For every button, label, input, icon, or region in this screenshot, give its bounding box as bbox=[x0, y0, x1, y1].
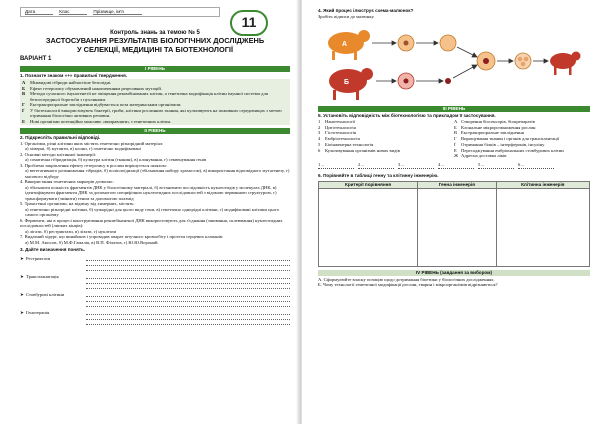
option-text: У біотехнології використовують бактерії, гриби, клітини рослинних тканин, які культивують на поживних середовищах з метою отримання біологічно активних речовин. bbox=[30, 107, 282, 119]
cloning-scheme-svg bbox=[318, 21, 590, 103]
definition-lines[interactable] bbox=[86, 256, 290, 271]
option-letter: Ґ bbox=[22, 107, 25, 113]
question-item bbox=[20, 152, 290, 163]
match-right-text: Створення біосенсорів, біопрепаратів bbox=[461, 118, 535, 124]
match-right-text: Клональне мікророзмноження рослин bbox=[461, 124, 536, 130]
date-field[interactable]: Дата bbox=[25, 9, 53, 16]
match-right-letter: Г bbox=[454, 136, 457, 142]
bullet-arrow-icon: ➤ bbox=[20, 310, 24, 316]
match-left-num: 4 bbox=[318, 136, 321, 142]
question-answers[interactable]: а) хімерні, б) мутанти, в) клони, г) генетично модифіковані bbox=[25, 146, 141, 152]
label-a: А bbox=[342, 41, 348, 49]
task-2-questions bbox=[20, 141, 290, 246]
task-1-title: 1. Позначте знаком «+» правильні твердження. bbox=[20, 73, 128, 79]
comparison-table bbox=[318, 181, 590, 267]
enucleated-cell bbox=[440, 35, 456, 51]
option-letter: В bbox=[22, 91, 26, 97]
task-4-title: 4. Який процес ілюструє схема-малюнок? bbox=[318, 8, 414, 13]
answer-slot[interactable]: 4 – bbox=[438, 162, 474, 169]
option-text: Методи сучасного імуногенетії не зміщення рекомбінованих клітин, а генетична модифікація клітин імунної системи для безпосередньої боротьби з пухлинами. bbox=[30, 91, 268, 102]
task-6-title: 6. Порівняйте в таблиці генну та клітинну інженерію. bbox=[318, 172, 439, 178]
left-page bbox=[0, 0, 298, 424]
question-answers[interactable]: а) соматична гібридизація, б) культура клітин (тканин), в) клонування, г) секвенування генів bbox=[25, 157, 207, 163]
option-text: Ефект гетерозису обумовлений накопиченням рецесивних мутацій. bbox=[30, 85, 162, 91]
bullet-arrow-icon: ➤ bbox=[20, 292, 24, 298]
title-line-2: ЗАСТОСУВАННЯ РЕЗУЛЬТАТІВ БІОЛОГІЧНИХ ДОСЛІДЖЕНЬ bbox=[45, 36, 265, 46]
task-2-title: 2. Підкресліть правильні відповіді. bbox=[20, 135, 101, 141]
option-text: Нові організми потенційно можливо «виправляти» з генетичних клітин. bbox=[30, 118, 172, 124]
task-3-terms bbox=[20, 256, 290, 325]
title-line-3: У СЕЛЕКЦІЇ, МЕДИЦИНІ ТА БІОТЕХНОЛОГІЇ bbox=[76, 45, 233, 55]
answer-slot[interactable]: 2 – bbox=[358, 162, 394, 169]
match-left-num: 1 bbox=[318, 118, 321, 124]
match-left-text: Нанотехнології bbox=[325, 118, 356, 124]
class-field[interactable]: Клас bbox=[59, 9, 87, 16]
label-b: Б bbox=[344, 79, 350, 87]
match-right-letter: Ж bbox=[454, 153, 459, 159]
question-text: 4. Використання генетичних маркерів дозволяє: bbox=[20, 179, 114, 185]
match-right-text: Вирощування тканин і органів для трансплантації bbox=[461, 136, 560, 142]
task-5-title: 5. Установіть відповідність між біотехнологією та прикладом її застосування. bbox=[318, 113, 496, 119]
match-left-text: Ембріотехнологія bbox=[325, 136, 360, 142]
name-field[interactable]: Прізвище, ім'я bbox=[93, 9, 141, 16]
match-right-letter: Б bbox=[454, 124, 457, 130]
option-item[interactable] bbox=[22, 108, 288, 119]
table-cell-cell[interactable] bbox=[496, 188, 589, 266]
match-right bbox=[454, 153, 590, 159]
term-row bbox=[20, 292, 290, 307]
right-page bbox=[302, 0, 600, 424]
match-left-text: Культивування організмів нових видів bbox=[325, 147, 400, 153]
embryo bbox=[515, 53, 531, 69]
task-5-answers bbox=[318, 162, 590, 169]
match-left bbox=[318, 153, 454, 159]
level-1-bar: І РІВЕНЬ bbox=[20, 66, 290, 72]
table-cell-criteria[interactable] bbox=[319, 188, 418, 266]
term-name: Рестриктази bbox=[26, 256, 51, 262]
match-right-letter: В bbox=[454, 130, 458, 136]
term-name: Стовбурові клітини bbox=[26, 292, 65, 298]
cloning-diagram bbox=[318, 21, 590, 103]
question-item bbox=[20, 163, 290, 180]
question-item bbox=[20, 179, 290, 201]
option-letter: Б bbox=[22, 85, 26, 91]
answer-line[interactable] bbox=[86, 284, 290, 289]
term-row bbox=[20, 310, 290, 325]
task-4-subtitle: Зробіть підписи до малюнку. bbox=[318, 13, 375, 19]
match-right-letter: Ґ bbox=[454, 141, 457, 147]
option-letter: Г bbox=[22, 102, 25, 108]
match-left-num: 2 bbox=[318, 124, 321, 130]
level-4-bar: IV РІВЕНЬ (завдання за вибором) bbox=[318, 270, 590, 276]
table-header-criteria: Критерії порівняння bbox=[319, 181, 418, 188]
question-item bbox=[20, 218, 290, 235]
question-answers[interactable]: а) генетично різнорідні клітини, б) чужорідні для цього виду гени, в) генетично однорідні клітини, г) модифіковані клітини цього самого організму bbox=[25, 206, 280, 218]
term-name: Генотерапія bbox=[26, 310, 50, 316]
question-text: 2. Основні методи клітинної інженерії: bbox=[20, 151, 97, 157]
question-text: 7. Видатний хірург, що винайшов і упровадив апарат штучного кровообігу і протези серцевих клапанів: bbox=[20, 234, 224, 240]
question-answers[interactable]: а) М.М. Амосов, б) М.Ф.Гамалія, в) В.П. Філатов, г) Ю.Ю.Вороний. bbox=[25, 239, 159, 245]
level-2-bar: ІІ РІВЕНЬ bbox=[20, 128, 290, 134]
bullet-arrow-icon: ➤ bbox=[20, 274, 24, 280]
match-right-text: Екстракорпоральне запліднення bbox=[461, 130, 524, 136]
match-row bbox=[318, 153, 590, 159]
definition-lines[interactable] bbox=[86, 292, 290, 307]
question-text: 1. Організми, різні клітини яких містять генетично різнорідний матеріал: bbox=[20, 140, 164, 146]
table-cell-gene[interactable] bbox=[418, 188, 496, 266]
match-right-letter: Е bbox=[454, 147, 457, 153]
match-right-text: Адресна доставка ліків bbox=[461, 153, 507, 159]
task-4b: Б. Чому технології генетичної модифікації рослин, тварин і мікроорганізмів відрізняються? bbox=[318, 282, 498, 288]
option-letter: А bbox=[22, 80, 26, 86]
match-left-num: 5 bbox=[318, 141, 321, 147]
match-left-num: 3 bbox=[318, 130, 321, 136]
match-left-text: Біоінженерна технологія bbox=[325, 141, 374, 147]
term-row bbox=[20, 256, 290, 271]
answer-slot[interactable]: 6 – bbox=[518, 162, 554, 169]
nucleus-b bbox=[445, 78, 451, 84]
option-text: Екстракорпоральне запліднення відбувається поза материнським організмом. bbox=[30, 102, 182, 108]
definition-lines[interactable] bbox=[86, 310, 290, 325]
question-answers[interactable]: а) вегетативного розмноження гібридів, б) поліплоїдизації (збільшення набору хромосом), в) використання відповідного мутагенезу, г) масового відбору bbox=[25, 168, 290, 179]
level-3-bar: ІІІ РІВЕНЬ bbox=[318, 106, 590, 112]
question-text: 3. Проблема закріплення ефекту гетерозису в рослин вирішується шляхом: bbox=[20, 162, 167, 168]
question-answers[interactable]: а) лігази, б) рестриктази, в) лізази, г) нуклеази bbox=[25, 228, 117, 234]
task-5-matching bbox=[318, 119, 590, 159]
answer-slot[interactable]: 5 – bbox=[478, 162, 514, 169]
question-text: 6. Ферменти, які в процесі конструювання рекомбінантної ДНК використовують для з'єднання (зшивання, склеювання) нуклеотидних послідовностей (липких кінців): bbox=[20, 217, 283, 229]
question-item bbox=[20, 234, 290, 245]
option-letter: Е bbox=[22, 118, 26, 124]
question-text: 5. Трансгенні організми, на відміну від химерних, містять: bbox=[20, 201, 135, 207]
question-item bbox=[20, 141, 290, 152]
sheep-b-icon bbox=[329, 68, 373, 100]
answer-line[interactable] bbox=[86, 302, 290, 307]
page-number-badge bbox=[230, 10, 268, 36]
answer-line[interactable] bbox=[86, 266, 290, 271]
definition-lines[interactable] bbox=[86, 274, 290, 289]
table-header-cell: Клітинна інженерія bbox=[496, 181, 589, 188]
option-item[interactable] bbox=[22, 119, 288, 125]
task-3-title: 3. Дайте визначення понять. bbox=[20, 247, 86, 253]
term-row bbox=[20, 274, 290, 289]
question-item bbox=[20, 201, 290, 218]
table-header-gene: Генна інженерія bbox=[418, 181, 496, 188]
option-text: Міжвидові гібриди найчастіше безплідні. bbox=[30, 80, 112, 86]
student-info-box bbox=[20, 7, 220, 18]
option-item[interactable] bbox=[22, 91, 288, 102]
task-4a: А. Сформулюйте власну позицію щодо дотримання біоетики у біологічних дослідженнях. bbox=[318, 276, 495, 282]
match-right-text: Пересаджування ембріональних стовбурових клітин bbox=[461, 147, 564, 153]
title-line-1: Контроль знань за темою № 5 bbox=[110, 30, 200, 36]
term-name: Транспланатація bbox=[26, 274, 59, 280]
task-1-options bbox=[20, 79, 290, 125]
match-left-text: Цитотехнологія bbox=[325, 124, 356, 130]
page-number: 11 bbox=[241, 14, 257, 31]
sheep-a-icon bbox=[328, 30, 370, 60]
answer-slot[interactable]: 3 – bbox=[398, 162, 434, 169]
match-left-text: Гістотехнологія bbox=[325, 130, 356, 136]
answer-slot[interactable]: 1 – bbox=[318, 162, 354, 169]
match-left-num: 6 bbox=[318, 147, 321, 153]
bullet-arrow-icon: ➤ bbox=[20, 256, 24, 262]
question-answers[interactable]: а) збільшити кількість фрагментів ДНК у біологічному матеріалі, б) встановити послідовність нуклеотидів у молекулах ДНК, в) ідентифікувати фрагменти ДНК за допомогою специфічних нуклеотидних послідовностей з відомою первинною структурою, г) трансформувати (змінити) геном за допомогою плазмід bbox=[25, 184, 277, 201]
lamb-icon bbox=[550, 52, 581, 76]
variant-label: ВАРІАНТ 1 bbox=[20, 55, 52, 62]
answer-line[interactable] bbox=[86, 320, 290, 325]
match-right-letter: А bbox=[454, 118, 458, 124]
match-right-text: Отримання білків – інтерферонів, інсуліну bbox=[461, 141, 545, 147]
